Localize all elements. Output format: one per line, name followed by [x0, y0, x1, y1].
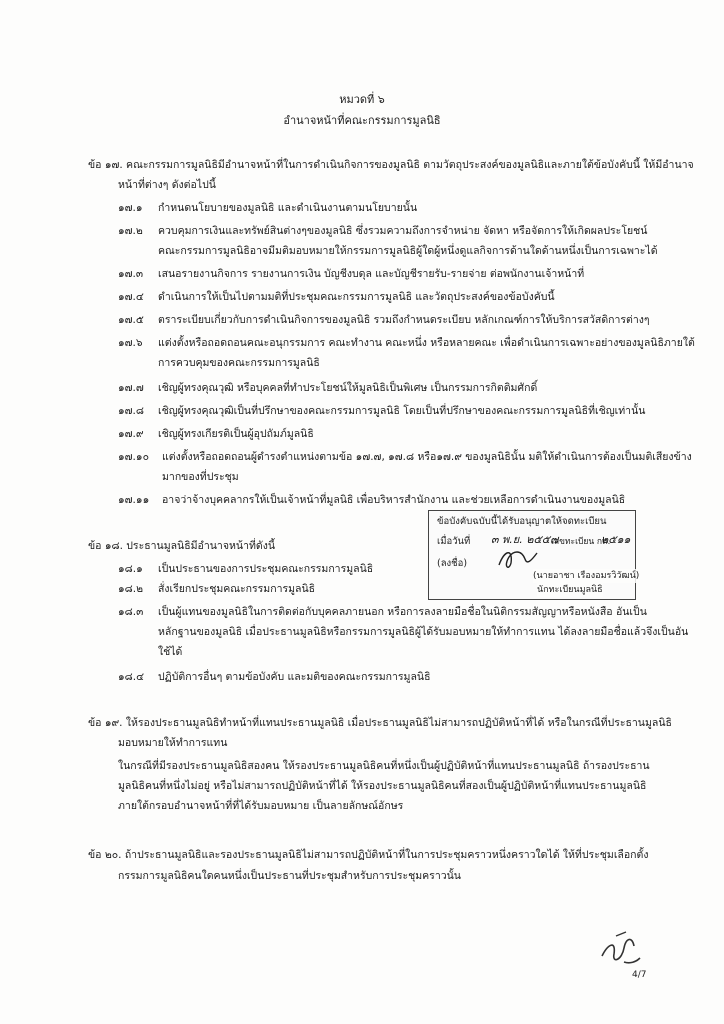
item-17-5-num: ๑๗.๕ — [118, 314, 144, 326]
item-18-1-text: เป็นประธานของการประชุมคณะกรรมการมูลนิธิ — [158, 563, 374, 575]
item-18-4-num: ๑๘.๔ — [118, 671, 145, 683]
item-17-11-num: ๑๗.๑๑ — [118, 494, 150, 506]
item-17-9-text: เชิญผู้ทรงเกียรติเป็นผู้อุปถัมภ์มูลนิธิ — [158, 428, 314, 440]
stamp-approval-text: ข้อบังคับฉบับนี้ได้รับอนุญาตให้จดทะเบียน — [437, 516, 607, 527]
item-17-10-num: ๑๗.๑๐ — [118, 451, 149, 463]
item-17-2-text-2: คณะกรรมการมูลนิธิอาจมีมติมอบหมายให้กรรมการมูลนิธิผู้ใดผู้หนึ่งดูแลกิจการด้านใดด้านหนึ่งเป็นการเฉพาะได้ — [158, 245, 658, 257]
item-18-3-text-2: หลักฐานของมูลนิธิ เมื่อประธานมูลนิธิหรือกรรมการมูลนิธิผู้ได้รับมอบหมายให้ทำการแทน ได้ลงลายมือชื่อแล้วจึงเป็นอัน — [158, 626, 689, 638]
article-19-line-3: ในกรณีที่มีรองประธานมูลนิธิสองคน ให้รองประธานมูลนิธิคนที่หนึ่งเป็นผู้ปฏิบัติหน้าที่แทนประธานมูลนิธิ ถ้ารองประธาน — [118, 760, 650, 772]
article-17-line-1: ข้อ ๑๗. คณะกรรมการมูลนิธิมีอำนาจหน้าที่ในการดำเนินกิจการของมูลนิธิ ตามวัตถุประสงค์ของมูลนิธิและภายใต้ข้อบังคับนี้ ให้มีอำนาจ — [88, 159, 694, 171]
article-20-line-2: กรรมการมูลนิธิคนใดคนหนึ่งเป็นประธานที่ประชุมสำหรับการประชุมคราวนั้น — [118, 870, 461, 882]
item-17-3-num: ๑๗.๓ — [118, 268, 144, 280]
item-18-2-text: สั่งเรียกประชุมคณะกรรมการมูลนิธิ — [158, 583, 316, 595]
item-17-5-text: ตราระเบียบเกี่ยวกับการดำเนินกิจการของมูลนิธิ รวมถึงกำหนดระเบียบ หลักเกณฑ์การให้บริการสวัสดิการต่างๆ — [158, 314, 650, 326]
stamp-sign-label: (ลงชื่อ) — [437, 558, 468, 569]
item-17-9-num: ๑๗.๙ — [118, 428, 144, 440]
chapter-subtitle: อำนาจหน้าที่คณะกรรมการมูลนิธิ — [283, 114, 441, 127]
stamp-date-label: เมื่อวันที่ — [437, 536, 471, 547]
item-18-1-num: ๑๘.๑ — [118, 563, 143, 575]
stamp-registrar-title: นักทะเบียนมูลนิธิ — [537, 585, 603, 595]
page-initial-signature — [596, 930, 644, 970]
page-number: 4/7 — [632, 970, 647, 980]
item-17-4-text: ดำเนินการให้เป็นไปตามมติที่ประชุมคณะกรรมการมูลนิธิ และวัตถุประสงค์ของข้อบังคับนี้ — [158, 291, 555, 303]
item-17-6-num: ๑๗.๖ — [118, 337, 143, 349]
stamp-date-value: ๓ พ.ย. ๒๕๕๗ — [491, 533, 559, 546]
item-18-4-text: ปฏิบัติการอื่นๆ ตามข้อบังคับ และมติของคณะกรรมการมูลนิธิ — [158, 671, 431, 683]
chapter-title: หมวดที่ ๖ — [339, 93, 385, 106]
item-17-6-text: แต่งตั้งหรือถอดถอนคณะอนุกรรมการ คณะทำงาน คณะหนึ่ง หรือหลายคณะ เพื่อดำเนินการเฉพาะอย่างของมูลนิธิภายใต้ — [158, 337, 695, 349]
item-17-3-text: เสนอรายงานกิจการ รายงานการเงิน บัญชีงบดุล และบัญชีรายรับ-รายจ่าย ต่อพนักงานเจ้าหน้าที่ — [158, 268, 585, 280]
registration-stamp — [428, 510, 640, 600]
article-18-line-1: ข้อ ๑๘. ประธานมูลนิธิมีอำนาจหน้าที่ดังนี้ — [88, 540, 276, 552]
item-18-3-text: เป็นผู้แทนของมูลนิธิในการติดต่อกับบุคคลภายนอก หรือการลงลายมือชื่อในนิติกรรมสัญญาหรือหนังสือ อันเป็น — [158, 606, 647, 618]
article-19-line-1: ข้อ ๑๙. ให้รองประธานมูลนิธิทำหน้าที่แทนประธานมูลนิธิ เมื่อประธานมูลนิธิไม่สามารถปฏิบัติหน้าที่ได้ หรือในกรณีที่ประธานมูลนิธิ — [88, 717, 672, 729]
item-18-3-num: ๑๘.๓ — [118, 606, 144, 618]
item-17-8-num: ๑๗.๘ — [118, 405, 144, 417]
item-17-2-text: ควบคุมการเงินและทรัพย์สินต่างๆของมูลนิธิ ซึ่งรวมความถึงการจำหน่าย จัดหา หรือจัดการให้เกิดผลประโยชน์ — [158, 225, 648, 237]
article-19-line-2: มอบหมายให้ทำการแทน — [118, 737, 228, 749]
item-17-6-text-2: การควบคุมของคณะกรรมการมูลนิธิ — [158, 357, 320, 369]
article-20-line-1: ข้อ ๒๐. ถ้าประธานมูลนิธิและรองประธานมูลนิธิไม่สามารถปฏิบัติหน้าที่ในการประชุมคราวหนึ่งคราวใดได้ ให้ที่ประชุมเลือกตั้ง — [88, 849, 649, 861]
item-17-4-num: ๑๗.๔ — [118, 291, 144, 303]
article-19-line-4: มูลนิธิคนที่หนึ่งไม่อยู่ หรือไม่สามารถปฏิบัติหน้าที่ได้ ให้รองประธานมูลนิธิคนที่สองเป็นผู้ปฏิบัติหน้าที่แทนประธานมูลนิธิ — [118, 780, 647, 792]
item-17-8-text: เชิญผู้ทรงคุณวุฒิเป็นที่ปรึกษาของคณะกรรมการมูลนิธิ โดยเป็นที่ปรึกษาของคณะกรรมการมูลนิธิที่เชิญเท่านั้น — [158, 405, 646, 417]
item-17-7-text: เชิญผู้ทรงคุณวุฒิ หรือบุคคลที่ทำประโยชน์ให้มูลนิธิเป็นพิเศษ เป็นกรรมการกิตติมศักดิ์ — [158, 382, 538, 394]
item-17-10-text-2: มากของที่ประชุม — [162, 471, 239, 483]
item-17-11-text: อาจว่าจ้างบุคคลากรให้เป็นเจ้าหน้าที่มูลนิธิ เพื่อบริหารสำนักงาน และช่วยเหลือการดำเนินงานของมูลนิธิ — [162, 494, 626, 506]
item-17-2-num: ๑๗.๒ — [118, 225, 143, 237]
item-17-1-text: กำหนดนโยบายของมูลนิธิ และดำเนินงานตามนโยบายนั้น — [158, 202, 418, 214]
item-18-3-text-3: ใช้ได้ — [158, 646, 183, 658]
stamp-reg-value: ๒๕๑๑ — [601, 533, 631, 546]
article-17-line-2: หน้าที่ต่างๆ ดังต่อไปนี้ — [118, 179, 216, 191]
item-17-7-num: ๑๗.๗ — [118, 382, 144, 394]
item-17-1-num: ๑๗.๑ — [118, 202, 143, 214]
item-17-10-text: แต่งตั้งหรือถอดถอนผู้ดำรงตำแหน่งตามข้อ ๑๗.๗, ๑๗.๘ หรือ๑๗.๙ ของมูลนิธินั้น มติให้ดำเนินการต้องเป็นมติเสียงข้าง — [162, 451, 692, 463]
stamp-reg-label: เลขทะเบียน กท. — [551, 537, 611, 547]
article-19-line-5: ภายใต้กรอบอำนาจหน้าที่ที่ได้รับมอบหมาย เป็นลายลักษณ์อักษร — [118, 800, 404, 812]
item-18-2-num: ๑๘.๒ — [118, 583, 144, 595]
stamp-registrar-name: (นายอาชา เรืองอมรวิวัฒน์) — [533, 571, 640, 581]
